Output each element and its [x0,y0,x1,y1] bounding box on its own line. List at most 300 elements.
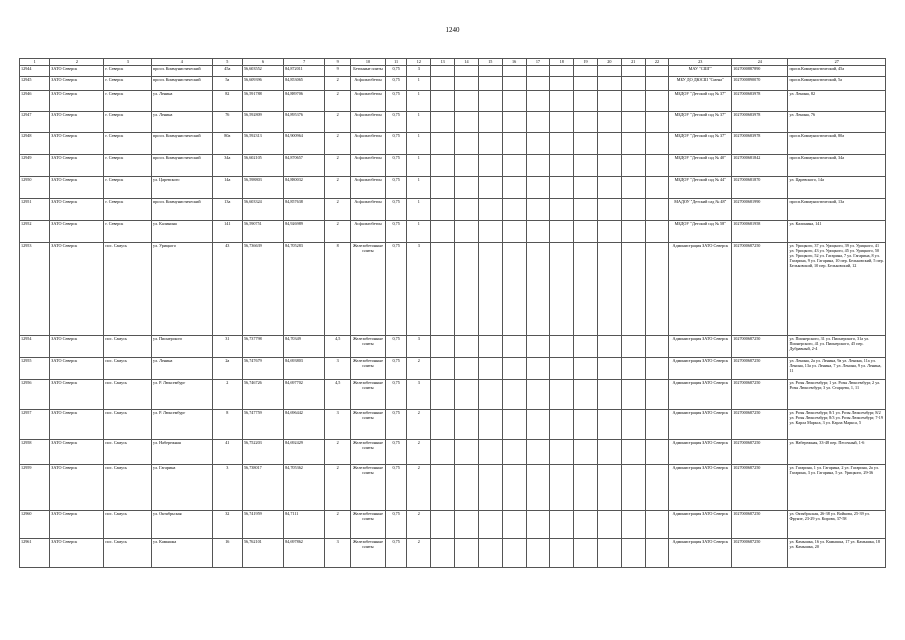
table-cell: ЗАТО Северск [50,539,104,568]
table-cell: Железобетонные плиты [351,410,386,440]
table-cell: пос. Самусь [104,358,152,380]
table-cell: 2 [407,511,431,539]
table-cell: ЗАТО Северск [50,440,104,465]
table-cell [550,155,574,177]
table-cell: 12949 [20,155,50,177]
table-cell [431,380,455,410]
table-cell: 12959 [20,465,50,511]
table-cell [526,358,550,380]
table-cell [574,336,598,358]
table-cell [526,199,550,221]
table-cell: 1027000683978 [732,133,788,155]
table-cell [550,358,574,380]
table-cell [526,77,550,91]
table-cell: 12948 [20,133,50,155]
column-header: 17 [526,59,550,66]
table-cell: 1027000681870 [732,177,788,199]
table-cell: 84,7111 [284,511,325,539]
table-cell: 14а [212,177,242,199]
table-cell: 1027000687250 [732,358,788,380]
table-cell [455,336,479,358]
table-cell: пос. Самусь [104,380,152,410]
table-cell: ул. Пионерского [152,336,213,358]
table-cell: 56,747679 [242,358,283,380]
table-cell: г. Северск [104,155,152,177]
table-cell: 84,692429 [284,440,325,465]
table-cell: 2 [325,91,351,112]
table-cell: ул. Ленина, 2а ул. Ленина, 9а ул. Ленина, 11а ул. Ленина, 13а ул. Ленина, 7 ул. Ленина, 9 ул. Ленина, 11 [788,358,886,380]
table-cell [478,465,502,511]
table-cell: пос. Самусь [104,465,152,511]
table-cell: 56,741959 [242,511,283,539]
table-cell [550,410,574,440]
table-cell [597,199,621,221]
table-cell [550,243,574,336]
table-cell: 80а [212,133,242,155]
table-cell: 0,75 [385,358,407,380]
table-cell: пос. Самусь [104,539,152,568]
table-cell [478,199,502,221]
table-cell: просп. Коммунистический [152,199,213,221]
table-cell [431,199,455,221]
table-cell [550,380,574,410]
table-cell: ул. Р. Люксембург [152,410,213,440]
table-cell: ул. Пионерского, 31 ул. Пионерского, 31а ул. Пионерского, 41 ул. Пионерского, 45 пер. Дубравный, 2-4 [788,336,886,358]
column-header: 4 [152,59,213,66]
table-cell: Железобетонные плиты [351,440,386,465]
table-cell: просп. Коммунистический [152,155,213,177]
table-cell: Асфальтобетон [351,155,386,177]
table-cell: ул. Камышка, 16 ул. Камышка, 17 ул. Камышка, 18 ул. Камышка, 20 [788,539,886,568]
table-cell [526,221,550,243]
table-cell: 2а [212,358,242,380]
table-cell: ул. Набережная [152,440,213,465]
table-cell: ЗАТО Северск [50,155,104,177]
table-cell [526,511,550,539]
table-cell: 84,705362 [284,465,325,511]
table-cell [526,133,550,155]
table-cell: 41 [212,440,242,465]
table-cell [478,440,502,465]
table-cell [455,199,479,221]
table-cell: 1027000687250 [732,539,788,568]
table-cell: 32 [212,511,242,539]
table-cell: 3 [325,358,351,380]
table-cell: МБДОУ "Детский сад № 58" [669,221,732,243]
table-cell: 0,75 [385,133,407,155]
table-cell [550,221,574,243]
table-cell [502,440,526,465]
table-cell: г. Северск [104,112,152,133]
table-row [20,221,886,243]
table-cell [526,336,550,358]
table-cell: 2 [325,112,351,133]
table-cell: 12945 [20,77,50,91]
table-cell: 4,5 [325,336,351,358]
table-cell: 1 [407,155,431,177]
table-cell: 12956 [20,380,50,410]
page-number: 1240 [445,26,460,34]
table-cell: ул. Калинина, 141 [788,221,886,243]
table-cell [574,133,598,155]
table-cell [645,155,669,177]
table-cell: 13а [212,199,242,221]
table-cell: ЗАТО Северск [50,243,104,336]
table-cell: ул. Розы Люксембург, 1 ул. Розы Люксембург, 2 ул. Розы Люксембург, 3 ул. Старцева, 1, 11 [788,380,886,410]
table-cell [597,112,621,133]
column-header: 18 [550,59,574,66]
table-cell: 84,870657 [284,155,325,177]
table-cell [550,133,574,155]
table-cell [597,511,621,539]
table-cell: Железобетонные плиты [351,539,386,568]
table-cell: ул. Октябрьская [152,511,213,539]
table-cell: просп. Коммунистический [152,133,213,155]
column-header: 7 [284,59,325,66]
table-cell [574,221,598,243]
table-cell: МБДОУ "Детский сад № 37" [669,133,732,155]
table-cell: 56,752203 [242,440,283,465]
column-header: 3 [104,59,152,66]
table-cell: ул. Камышка [152,539,213,568]
table-cell [621,539,645,568]
table-cell: 1027000687250 [732,440,788,465]
table-cell: просп.Коммунистический, 5а [788,77,886,91]
table-cell: 141 [212,221,242,243]
table-cell: 43 [212,243,242,336]
table-cell: 84,895376 [284,112,325,133]
table-cell: 0,75 [385,539,407,568]
table-cell [455,465,479,511]
table-cell [455,410,479,440]
table-cell [550,199,574,221]
table-cell: 2 [325,440,351,465]
table-cell [645,336,669,358]
table-cell [431,66,455,77]
table-cell: 1027000681958 [732,221,788,243]
column-header: 19 [574,59,598,66]
table-cell: ЗАТО Северск [50,177,104,199]
table-cell [502,511,526,539]
table-cell [621,91,645,112]
table-cell [550,91,574,112]
table-cell [526,155,550,177]
table-cell: 2 [407,440,431,465]
table-cell [431,511,455,539]
table-cell: 31 [212,336,242,358]
table-cell [645,358,669,380]
table-cell: 12957 [20,410,50,440]
table-cell [478,358,502,380]
table-cell: Железобетонные плиты [351,243,386,336]
table-cell [597,77,621,91]
table-cell [478,511,502,539]
table-cell: 2 [325,199,351,221]
table-cell [455,243,479,336]
table-row [20,199,886,221]
table-cell: ул. Царевского, 14а [788,177,886,199]
table-cell [502,91,526,112]
table-cell: 56,609396 [242,77,283,91]
table-cell: г. Северск [104,77,152,91]
table-cell [431,133,455,155]
table-cell: Асфальтобетон [351,133,386,155]
table-cell: Асфальтобетон [351,199,386,221]
table-cell: г. Северск [104,133,152,155]
table-cell: Асфальтобетон [351,112,386,133]
table-cell [621,358,645,380]
table-cell: 45а [212,66,242,77]
table-cell: 3 [407,336,431,358]
table-cell: ул. Ленина, 82 [788,91,886,112]
table-cell [597,133,621,155]
table-cell: ул. Набережная, 33-48 пер. Песочный, 1-6 [788,440,886,465]
table-cell [645,243,669,336]
table-cell: 1 [407,91,431,112]
table-cell: 84,70349 [284,336,325,358]
table-cell [455,221,479,243]
table-cell [574,243,598,336]
table-row [20,358,886,380]
table-cell: 1 [407,77,431,91]
table-cell [455,112,479,133]
table-cell: ЗАТО Северск [50,511,104,539]
table-cell: ЗАТО Северск [50,465,104,511]
table-cell [455,440,479,465]
table-cell: 12947 [20,112,50,133]
table-cell [478,77,502,91]
table-cell: 2 [407,358,431,380]
table-cell: пос. Самусь [104,440,152,465]
table-cell [526,440,550,465]
table-cell: Администрация ЗАТО Северск [669,440,732,465]
table-cell [431,465,455,511]
table-cell [478,66,502,77]
table-cell [621,336,645,358]
table-cell [645,66,669,77]
table-cell [431,91,455,112]
table-cell [502,177,526,199]
table-cell: 2 [325,221,351,243]
table-cell: 2 [407,539,431,568]
table-cell: 12951 [20,199,50,221]
table-cell: 1027000887890 [732,66,788,77]
table-cell: Железобетонные плиты [351,336,386,358]
table-cell [645,91,669,112]
table-cell [645,199,669,221]
table-cell: 2 [325,511,351,539]
column-header: 2 [50,59,104,66]
table-cell [526,410,550,440]
table-cell [621,221,645,243]
column-header: 10 [351,59,386,66]
table-cell: 84,872011 [284,66,325,77]
table-cell [502,133,526,155]
table-cell: Администрация ЗАТО Северск [669,243,732,336]
table-cell [574,410,598,440]
table-cell [574,539,598,568]
table-cell: просп.Коммунистический, 13а [788,199,886,221]
table-cell: 1027000687250 [732,511,788,539]
table-row [20,440,886,465]
table-cell: 84,696442 [284,410,325,440]
table-row [20,77,886,91]
table-cell: 0,75 [385,243,407,336]
table-cell [455,133,479,155]
table-cell [502,336,526,358]
table-cell [574,465,598,511]
table-cell: ЗАТО Северск [50,112,104,133]
table-cell: 12961 [20,539,50,568]
table-cell [574,77,598,91]
table-cell: 82 [212,91,242,112]
table-cell: просп.Коммунистический, 45а [788,66,886,77]
table-cell: 84,926989 [284,221,325,243]
table-row [20,112,886,133]
table-cell [431,410,455,440]
table-row [20,66,886,77]
table-cell: 84,857638 [284,199,325,221]
table-cell: Железобетонные плиты [351,380,386,410]
table-cell [645,440,669,465]
table-cell: 12953 [20,243,50,336]
table-cell: ЗАТО Северск [50,66,104,77]
table-cell: ЗАТО Северск [50,336,104,358]
table-cell [621,465,645,511]
table-cell: МБУ ДО ДЮСШ "Смена" [669,77,732,91]
table-cell [478,410,502,440]
table-cell: 84,853065 [284,77,325,91]
table-cell [431,539,455,568]
table-cell: Асфальтобетон [351,91,386,112]
table-cell: Администрация ЗАТО Северск [669,358,732,380]
table-cell: 56,602105 [242,155,283,177]
table-cell: 1 [407,221,431,243]
table-cell [526,177,550,199]
table-cell: Бетонные плиты [351,66,386,77]
table-cell [502,199,526,221]
table-cell [574,440,598,465]
table-cell: пос. Самусь [104,336,152,358]
table-cell: ЗАТО Северск [50,77,104,91]
table-cell: ул. Р. Люксембург [152,380,213,410]
table-cell: 84,697702 [284,380,325,410]
table-cell [597,177,621,199]
table-cell: 0,75 [385,91,407,112]
table-cell [478,133,502,155]
table-cell [478,91,502,112]
table-cell: 12958 [20,440,50,465]
table-cell: Железобетонные плиты [351,358,386,380]
table-cell: 1 [407,199,431,221]
table-cell [478,155,502,177]
table-cell: ЗАТО Северск [50,221,104,243]
table-cell: Администрация ЗАТО Северск [669,465,732,511]
table-cell: пос. Самусь [104,511,152,539]
table-cell [621,243,645,336]
table-cell: 12944 [20,66,50,77]
table-cell: 84,889706 [284,91,325,112]
table-cell [502,380,526,410]
table-cell: просп. Коммунистический [152,66,213,77]
table-cell: 1027000687250 [732,336,788,358]
table-cell: 1027000681842 [732,155,788,177]
table-cell: ул. Урицкого [152,243,213,336]
table-cell: 0,75 [385,66,407,77]
table-cell [431,155,455,177]
table-cell: ул. Октябрьская, 26-38 ул. Войкова, 25-39 ул. Фрунзе, 23-29 ул. Кирова, 37-58 [788,511,886,539]
table-cell: 56,737798 [242,336,283,358]
table-cell: 56,592313 [242,133,283,155]
table-cell: Железобетонные плиты [351,511,386,539]
table-cell [431,221,455,243]
table-cell: МБДОУ "Детский сад № 37" [669,91,732,112]
table-cell [478,221,502,243]
table-cell: 1 [407,112,431,133]
table-cell [502,465,526,511]
column-header: 24 [732,59,788,66]
table-cell [621,380,645,410]
table-cell [597,66,621,77]
table-cell: пос. Самусь [104,243,152,336]
table-cell: 1027000687250 [732,410,788,440]
table-cell: 16 [212,539,242,568]
table-cell [431,358,455,380]
table-cell: 0,75 [385,380,407,410]
table-cell: Администрация ЗАТО Северск [669,511,732,539]
table-cell: 56,592809 [242,112,283,133]
table-cell: 1027000890070 [732,77,788,91]
table-cell: 1027000683978 [732,112,788,133]
table-cell: 2 [407,410,431,440]
table-cell: 12954 [20,336,50,358]
table-cell [550,539,574,568]
table-cell [574,177,598,199]
table-cell: г. Северск [104,66,152,77]
table-cell: ул. Ленина [152,358,213,380]
table-cell: ул. Гагарина, 1 ул. Гагарина, 2 ул. Гагарина, 2а ул. Гагарина, 3 ул. Гагарина, 5 ул. Урицкого, 29-36 [788,465,886,511]
table-cell [597,243,621,336]
table-cell: 0,75 [385,112,407,133]
column-header: 12 [407,59,431,66]
table-cell [574,66,598,77]
table-cell [621,511,645,539]
column-header: 16 [502,59,526,66]
table-cell: ЗАТО Северск [50,91,104,112]
table-row [20,539,886,568]
table-cell: 4,5 [325,380,351,410]
table-cell: 3 [325,539,351,568]
table-cell [526,465,550,511]
table-cell: ул. Ленина [152,112,213,133]
table-cell: ул. Гагарина [152,465,213,511]
table-cell: 0,75 [385,177,407,199]
table-cell: МБДОУ "Детский сад № 44" [669,177,732,199]
table-cell: г. Северск [104,221,152,243]
table-cell [455,66,479,77]
table-cell: просп.Коммунистический, 34а [788,155,886,177]
table-cell [645,465,669,511]
table-cell [526,380,550,410]
table-cell [645,112,669,133]
table-cell: 2 [325,155,351,177]
table-cell: 3 [325,410,351,440]
table-cell: 0,75 [385,465,407,511]
table-cell: 0,75 [385,199,407,221]
table-cell [597,336,621,358]
table-cell [621,410,645,440]
table-cell [455,380,479,410]
